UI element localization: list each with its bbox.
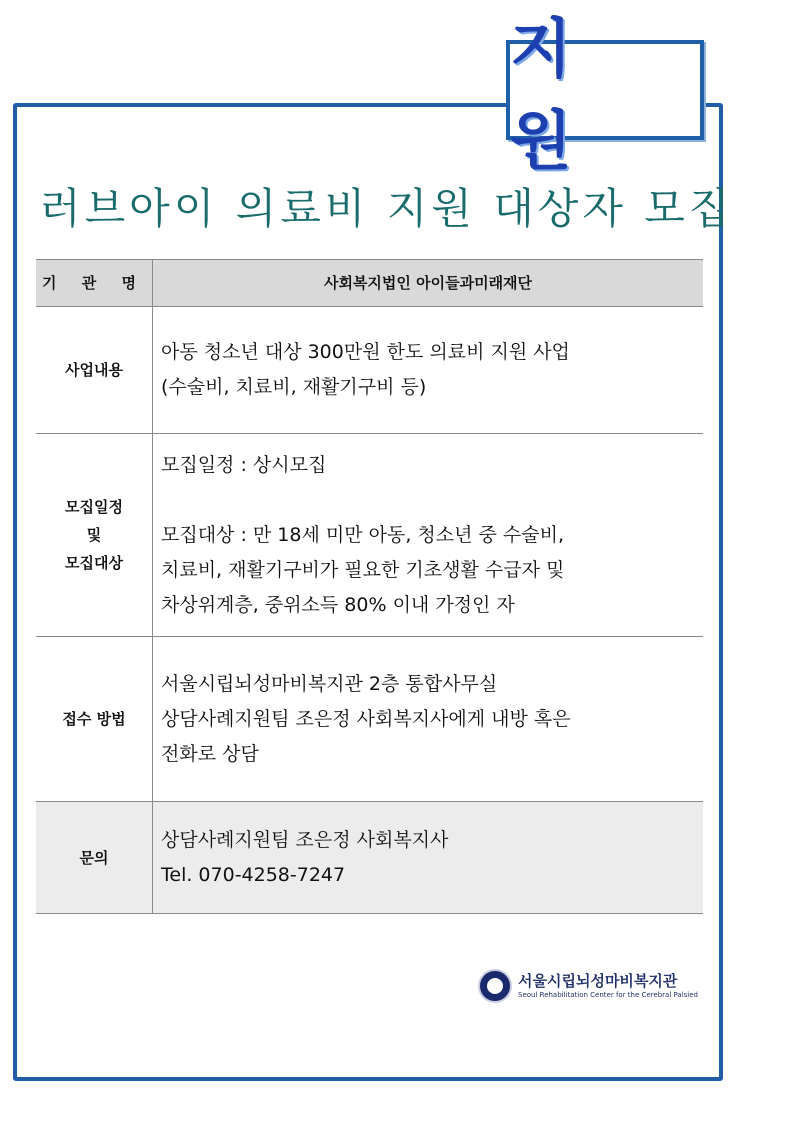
logo-subtitle: Seoul Rehabilitation Center for the Cerebral Palsied bbox=[518, 991, 699, 999]
table-row-recruit bbox=[36, 434, 703, 637]
apply-label: 접수 방법 bbox=[36, 637, 153, 802]
support-tag-text: 지 원 bbox=[510, 13, 596, 179]
contact-value bbox=[153, 802, 704, 914]
table-row-apply bbox=[36, 637, 703, 802]
recruit-target-line: 모집대상 : 만 18세 미만 아동, 청소년 중 수술비, bbox=[161, 523, 564, 546]
emblem-icon bbox=[478, 969, 512, 1003]
apply-line: 서울시립뇌성마비복지관 2층 통합사무실 bbox=[161, 672, 498, 695]
info-table bbox=[36, 259, 703, 914]
page-title: 러브아이 의료비 지원 대상자 모집 bbox=[40, 184, 734, 233]
org-label: 기 관 명 bbox=[36, 260, 153, 307]
org-value: 사회복지법인 아이들과미래재단 bbox=[153, 260, 704, 307]
support-tag bbox=[506, 13, 704, 179]
recruit-label-line: 모집대상 bbox=[65, 554, 123, 572]
apply-line: 상담사례지원팀 조은정 사회복지사에게 내방 혹은 bbox=[161, 707, 571, 730]
recruit-label-line: 및 bbox=[86, 526, 102, 544]
apply-line: 전화로 상담 bbox=[161, 742, 259, 765]
contact-label: 문의 bbox=[36, 802, 153, 914]
table-row-business bbox=[36, 307, 703, 434]
recruit-label bbox=[36, 434, 153, 637]
recruit-schedule: 모집일정 : 상시모집 bbox=[161, 453, 327, 476]
recruit-value bbox=[153, 434, 704, 637]
business-line: 아동 청소년 대상 300만원 한도 의료비 지원 사업 bbox=[161, 341, 570, 363]
recruit-label-line: 모집일정 bbox=[65, 498, 123, 516]
contact-phone: Tel. 070-4258-7247 bbox=[161, 863, 346, 886]
business-value bbox=[153, 307, 704, 434]
logo-name: 서울시립뇌성마비복지관 bbox=[518, 972, 678, 990]
business-label: 사업내용 bbox=[36, 307, 153, 434]
apply-value bbox=[153, 637, 704, 802]
business-line: (수술비, 치료비, 재활기구비 등) bbox=[161, 376, 427, 398]
contact-line: 상담사례지원팀 조은정 사회복지사 bbox=[161, 828, 449, 851]
table-row-org bbox=[36, 260, 703, 307]
table-row-contact bbox=[36, 802, 703, 914]
recruit-target-line: 차상위계층, 중위소득 80% 이내 가정인 자 bbox=[161, 593, 515, 616]
recruit-target-line: 치료비, 재활기구비가 필요한 기초생활 수급자 및 bbox=[161, 558, 565, 581]
center-logo bbox=[478, 966, 698, 1006]
spacer bbox=[161, 483, 703, 518]
